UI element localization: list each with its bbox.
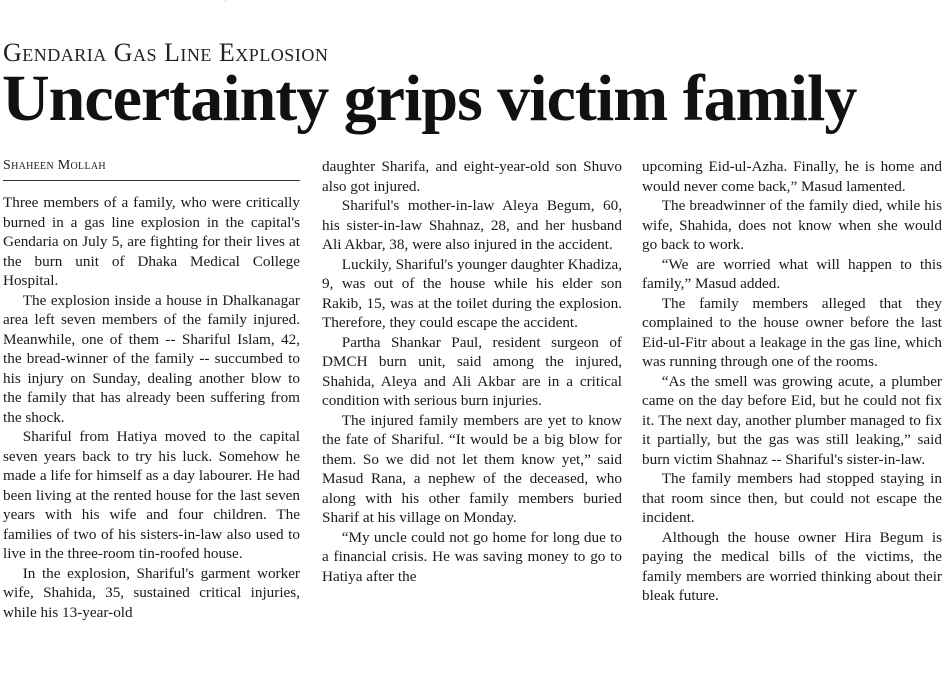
paragraph: “My uncle could not go home for long due to a financial crisis. He was saving money to go to Hatiya after the <box>322 528 622 585</box>
paragraph: “We are worried what will happen to this family,” Masud added. <box>642 255 942 292</box>
top-edge-mark <box>225 0 226 2</box>
paragraph: The breadwinner of the family died, while his wife, Shahida, does not know when she would go back to work. <box>642 197 942 253</box>
article-column-3 <box>642 157 942 606</box>
article-byline: Shaheen Mollah <box>3 158 300 181</box>
article-kicker: Gendaria Gas Line Explosion <box>3 38 329 67</box>
article-column-1 <box>3 193 300 622</box>
paragraph: The family members had stopped staying in that room since then, but could not escape the incident. <box>642 470 942 526</box>
paragraph: Shariful from Hatiya moved to the capital seven years back to try his luck. Somehow he made a life for himself as a day labourer. He had been living at the rented house for the last seven years with his wife and four children. The families of two of his sisters-in-law also used to live in the three-room tin-roofed house. <box>3 428 300 562</box>
paragraph: In the explosion, Shariful's garment worker wife, Shahida, 35, sustained critical injuries, while his 13-year-old <box>3 564 300 621</box>
paragraph: Shariful's mother-in-law Aleya Begum, 60, his sister-in-law Shahnaz, 28, and her husband Ali Akbar, 38, were also injured in the accident. <box>322 197 622 253</box>
paragraph: “As the smell was growing acute, a plumber came on the day before Eid, but he could not fix it. The next day, another plumber managed to fix it partially, but the gas was still leaking,” said burn victim Shahnaz -- Shariful's sister-in-law. <box>642 372 942 468</box>
article-headline: Uncertainty grips victim family <box>2 62 857 135</box>
paragraph: upcoming Eid-ul-Azha. Finally, he is home and would never come back,” Masud lamented. <box>642 158 942 195</box>
paragraph: The family members alleged that they complained to the house owner before the last Eid-ul-Fitr about a leakage in the gas line, which was running through one of the rooms. <box>642 294 942 370</box>
paragraph: Although the house owner Hira Begum is paying the medical bills of the victims, the family members are worried thinking about their bleak future. <box>642 528 942 604</box>
paragraph: daughter Sharifa, and eight-year-old son Shuvo also got injured. <box>322 158 622 195</box>
paragraph: The injured family members are yet to know the fate of Shariful. “It would be a big blow for them. So we did not let them know yet,” said Masud Rana, a nephew of the deceased, who along with his other family members buried Sharif at his village on Monday. <box>322 411 622 526</box>
article-column-2 <box>322 157 622 586</box>
paragraph: Three members of a family, who were critically burned in a gas line explosion in the capital's Gendaria on July 5, are fighting for their lives at the burn unit of Dhaka Medical College Hospital. <box>3 194 300 289</box>
paragraph: Partha Shankar Paul, resident surgeon of DMCH burn unit, said among the injured, Shahida, Aleya and Ali Akbar are in a critical condition with serious burn injuries. <box>322 333 622 409</box>
paragraph: Luckily, Shariful's younger daughter Khadiza, 9, was out of the house while his elder son Rakib, 15, was at the toilet during the explosion. Therefore, they could escape the accident. <box>322 255 622 331</box>
paragraph: The explosion inside a house in Dhalkanagar area left seven members of the family injured. Meanwhile, one of them -- Shariful Islam, 42, the bread-winner of the family -- succumbed to his injury on Sunday, dealing another blow to the family that has already been suffering from the shock. <box>3 291 300 426</box>
